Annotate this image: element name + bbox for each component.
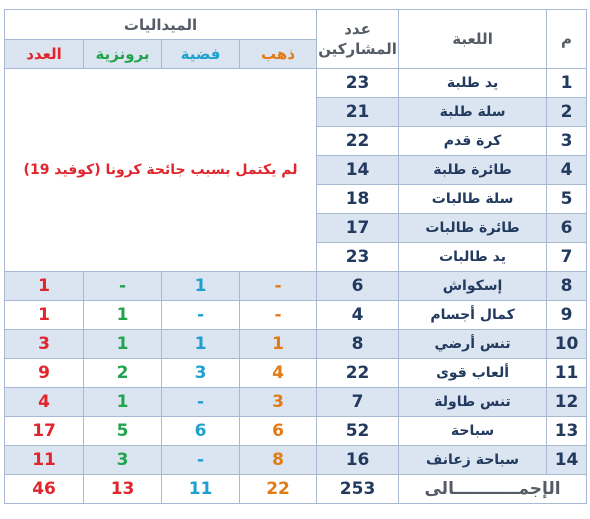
row-sport: ألعاب قوى <box>399 359 547 388</box>
row-participants: 14 <box>317 156 399 185</box>
row-participants: 52 <box>317 417 399 446</box>
row-total: 3 <box>5 330 84 359</box>
row-sport: تنس طاولة <box>399 388 547 417</box>
row-silver: 1 <box>162 272 240 301</box>
grand-total-bronze: 13 <box>84 475 162 504</box>
header-gold: ذهب <box>240 40 317 69</box>
grand-total-participants: 253 <box>317 475 399 504</box>
row-gold: 4 <box>240 359 317 388</box>
row-num: 14 <box>547 446 587 475</box>
row-silver: - <box>162 446 240 475</box>
grand-total-row <box>5 475 587 504</box>
row-participants: 23 <box>317 243 399 272</box>
row-num: 13 <box>547 417 587 446</box>
row-num: 12 <box>547 388 587 417</box>
table-row <box>5 69 587 98</box>
row-gold: 1 <box>240 330 317 359</box>
row-participants: 6 <box>317 272 399 301</box>
grand-total-silver: 11 <box>162 475 240 504</box>
row-participants: 18 <box>317 185 399 214</box>
row-sport: سلة طلبة <box>399 98 547 127</box>
grand-total-gold: 22 <box>240 475 317 504</box>
row-num: 4 <box>547 156 587 185</box>
header-total: العدد <box>5 40 84 69</box>
table-row <box>5 446 587 475</box>
row-participants: 17 <box>317 214 399 243</box>
header-bronze: برونزية <box>84 40 162 69</box>
row-silver: 1 <box>162 330 240 359</box>
grand-total-count: 46 <box>5 475 84 504</box>
row-sport: طائرة طلبة <box>399 156 547 185</box>
row-bronze: - <box>84 272 162 301</box>
header-participants: عدد المشاركين <box>317 10 399 69</box>
row-sport: كرة قدم <box>399 127 547 156</box>
row-num: 5 <box>547 185 587 214</box>
row-total: 11 <box>5 446 84 475</box>
grand-total-label: الإجمـــــــــــالى <box>399 475 587 504</box>
row-bronze: 1 <box>84 301 162 330</box>
row-participants: 22 <box>317 127 399 156</box>
row-num: 11 <box>547 359 587 388</box>
row-gold: 6 <box>240 417 317 446</box>
row-silver: - <box>162 388 240 417</box>
row-participants: 21 <box>317 98 399 127</box>
row-sport: سلة طالبات <box>399 185 547 214</box>
row-total: 17 <box>5 417 84 446</box>
row-num: 6 <box>547 214 587 243</box>
row-num: 9 <box>547 301 587 330</box>
row-num: 2 <box>547 98 587 127</box>
row-num: 3 <box>547 127 587 156</box>
row-bronze: 5 <box>84 417 162 446</box>
row-sport: سباحة زعانف <box>399 446 547 475</box>
row-sport: كمال أجسام <box>399 301 547 330</box>
row-num: 8 <box>547 272 587 301</box>
header-silver: فضية <box>162 40 240 69</box>
row-sport: سباحة <box>399 417 547 446</box>
row-gold: 8 <box>240 446 317 475</box>
row-total: 1 <box>5 301 84 330</box>
header-num: م <box>547 10 587 69</box>
table-row <box>5 330 587 359</box>
row-sport: يد طلبة <box>399 69 547 98</box>
table-row <box>5 388 587 417</box>
medals-table <box>4 9 587 504</box>
row-bronze: 1 <box>84 330 162 359</box>
row-gold: 3 <box>240 388 317 417</box>
row-sport: يد طالبات <box>399 243 547 272</box>
header-sport: اللعبة <box>399 10 547 69</box>
row-participants: 4 <box>317 301 399 330</box>
row-bronze: 2 <box>84 359 162 388</box>
row-sport: إسكواش <box>399 272 547 301</box>
table-row <box>5 359 587 388</box>
row-num: 7 <box>547 243 587 272</box>
row-total: 9 <box>5 359 84 388</box>
row-silver: 3 <box>162 359 240 388</box>
row-participants: 22 <box>317 359 399 388</box>
table-row <box>5 272 587 301</box>
row-participants: 16 <box>317 446 399 475</box>
row-sport: تنس أرضي <box>399 330 547 359</box>
row-participants: 8 <box>317 330 399 359</box>
row-silver: 6 <box>162 417 240 446</box>
row-silver: - <box>162 301 240 330</box>
row-total: 4 <box>5 388 84 417</box>
row-bronze: 1 <box>84 388 162 417</box>
row-num: 1 <box>547 69 587 98</box>
row-gold: - <box>240 301 317 330</box>
row-bronze: 3 <box>84 446 162 475</box>
table-row <box>5 417 587 446</box>
row-total: 1 <box>5 272 84 301</box>
row-num: 10 <box>547 330 587 359</box>
table-row <box>5 301 587 330</box>
row-sport: طائرة طالبات <box>399 214 547 243</box>
row-participants: 23 <box>317 69 399 98</box>
row-gold: - <box>240 272 317 301</box>
covid-note: لم يكتمل بسبب جائحة كرونا (كوفيد 19) <box>5 69 317 272</box>
header-medals: الميداليات <box>5 10 317 40</box>
row-participants: 7 <box>317 388 399 417</box>
